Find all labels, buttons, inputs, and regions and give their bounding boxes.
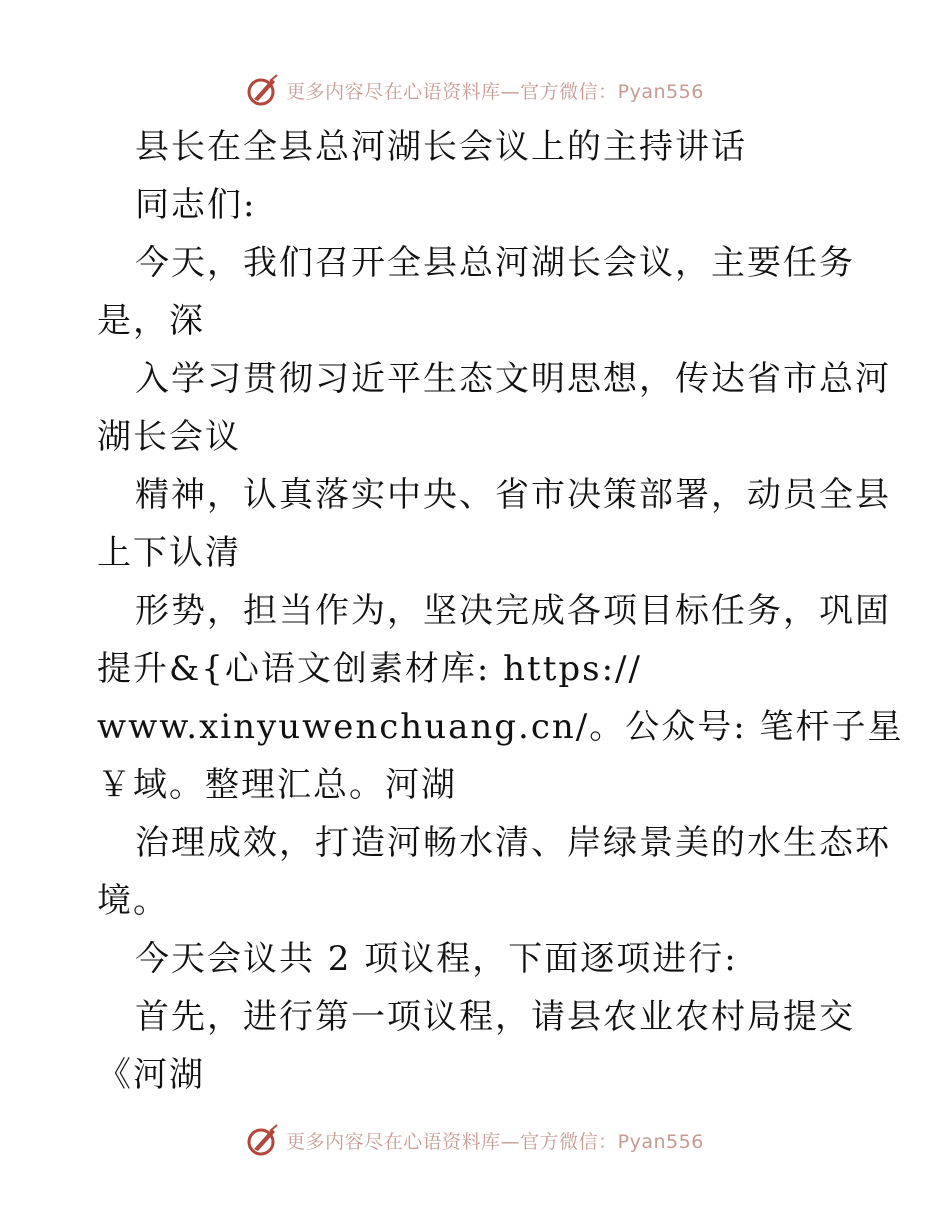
- text-line: 县长在全县总河湖长会议上的主持讲话: [135, 127, 747, 167]
- document-body: [97, 118, 904, 1104]
- text-line: 境。: [97, 881, 169, 921]
- text-line: 提升&{心语文创素材库: https://: [97, 649, 642, 689]
- text-line: ￥域。整理汇总。河湖: [97, 765, 457, 805]
- text-line: 《河湖: [97, 1055, 205, 1095]
- watermark-text: 更多内容尽在心语资料库—官方微信：Pyan556: [286, 80, 704, 103]
- text-line: 入学习贯彻习近平生态文明思想，传达省市总河: [135, 359, 891, 399]
- header-watermark: [0, 70, 950, 110]
- quill-pen-logo-icon: [246, 1123, 280, 1157]
- text-line: 同志们:: [135, 185, 257, 225]
- quill-pen-logo-icon: [246, 73, 280, 107]
- text-line: 首先，进行第一项议程，请县农业农村局提交: [135, 997, 855, 1037]
- text-line: 是，深: [97, 301, 205, 341]
- text-line: 今天会议共 2 项议程，下面逐项进行:: [135, 939, 738, 979]
- text-line: 形势，担当作为，坚决完成各项目标任务，巩固: [135, 591, 891, 631]
- watermark-text: 更多内容尽在心语资料库—官方微信：Pyan556: [286, 1130, 704, 1153]
- footer-watermark: [0, 1120, 950, 1160]
- text-line: 上下认清: [97, 533, 241, 573]
- text-line: 今天，我们召开全县总河湖长会议，主要任务: [135, 243, 855, 283]
- text-line: 湖长会议: [97, 417, 241, 457]
- text-line: www.xinyuwenchuang.cn/。公众号: 笔杆子星: [97, 707, 904, 747]
- text-line: 治理成效，打造河畅水清、岸绿景美的水生态环: [135, 823, 891, 863]
- text-line: 精神，认真落实中央、省市决策部署，动员全县: [135, 475, 891, 515]
